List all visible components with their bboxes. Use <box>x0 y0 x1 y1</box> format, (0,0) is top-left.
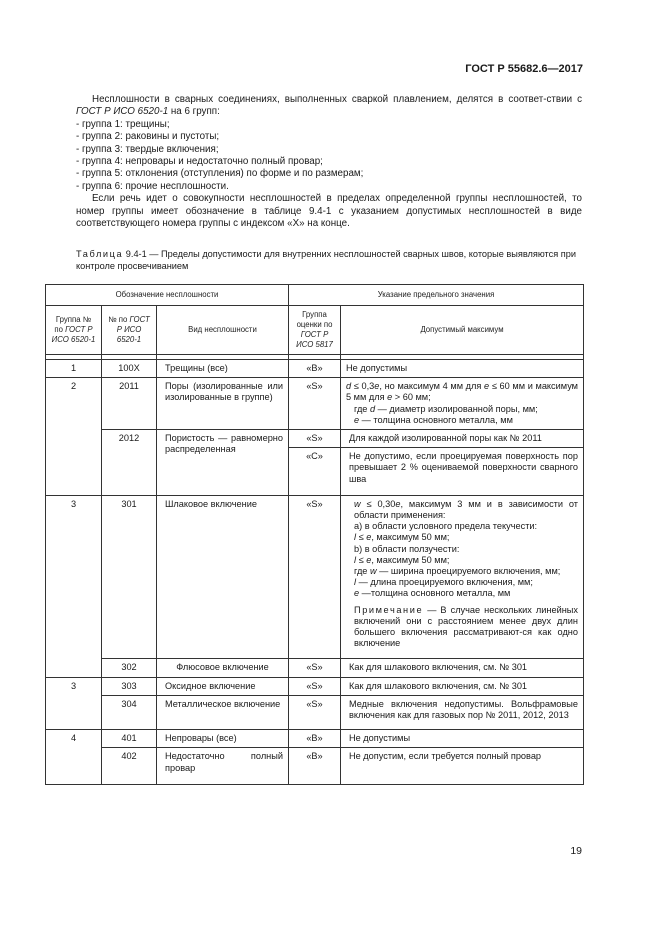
max-line <box>346 404 578 415</box>
intro-p1-suffix: на 6 групп: <box>168 106 220 118</box>
table-row <box>46 748 584 784</box>
cell-level: «C» <box>289 448 341 496</box>
cell-level: «B» <box>289 730 341 748</box>
header-standard: ГОСТ Р ИСО 5817 <box>296 330 333 349</box>
intro-paragraph-1 <box>76 94 582 119</box>
cell-level: «S» <box>289 677 341 695</box>
cell-code: 402 <box>102 748 157 784</box>
header-standard: ГОСТ Р ИСО 6520-1 <box>51 325 96 344</box>
cell-code: 100X <box>102 360 157 378</box>
caption-text: 9.4-1 — Пределы допустимости для внутренних несплошностей сварных швов, которые выявляются при контроле просвечиванием <box>76 249 577 271</box>
header-text: Группа оценки по <box>296 310 333 329</box>
cell-max <box>341 378 584 430</box>
var: d <box>346 381 352 392</box>
cell-group: 3 <box>46 495 102 677</box>
table-row <box>46 659 584 677</box>
document-code: ГОСТ Р 55682.6—2017 <box>465 63 583 75</box>
cell-level: «B» <box>289 360 341 378</box>
cell-max: Как для шлакового включения, см. № 301 <box>341 677 584 695</box>
limits-table <box>45 284 584 785</box>
cell-group: 1 <box>46 360 102 378</box>
cell-level: «S» <box>289 378 341 430</box>
txt: ≤ <box>356 554 367 565</box>
max-line <box>346 588 578 599</box>
intro-text <box>76 94 582 230</box>
txt: ≤ 60 мм и максимум 5 мм для <box>346 381 579 403</box>
cell-code: 2011 <box>102 378 157 430</box>
intro-p1-prefix: Несплошности в сварных соединениях, выполненных сваркой плавлением, делятся в соответ-ствии с <box>92 94 582 105</box>
cell-group: 4 <box>46 730 102 785</box>
cell-level: «S» <box>289 695 341 729</box>
max-line: a) в области условного предела текучести: <box>354 521 538 532</box>
table-row <box>46 730 584 748</box>
header-kind: Вид несплошности <box>157 306 289 355</box>
cell-kind: Флюсовое включение <box>157 659 289 677</box>
txt: , но максимум 4 мм для <box>379 381 485 392</box>
var: e <box>354 414 360 425</box>
caption-label: Таблица <box>76 249 124 259</box>
group-list-item: - группа 3: твердые включения; <box>76 143 219 155</box>
txt: —толщина основного металла, мм <box>359 588 511 599</box>
cell-code: 401 <box>102 730 157 748</box>
txt: где <box>354 566 370 577</box>
table-header-row <box>46 285 584 306</box>
txt: — диаметр изолированной поры, мм; <box>375 403 538 414</box>
table-header-row <box>46 306 584 355</box>
var: e <box>354 588 360 599</box>
table-row <box>46 430 584 448</box>
header-max: Допустимый максимум <box>341 306 584 355</box>
limits-table-wrapper <box>45 284 583 785</box>
max-line <box>346 566 578 577</box>
cell-kind: Металлическое включение <box>157 695 289 729</box>
cell-max: Не допустим, если требуется полный провар <box>341 748 584 784</box>
txt: ≤ <box>356 532 367 543</box>
cell-level: «S» <box>289 430 341 448</box>
table-row <box>46 378 584 430</box>
cell-max <box>341 495 584 659</box>
var: e <box>366 554 372 565</box>
var: w <box>369 566 377 577</box>
table-row <box>46 695 584 729</box>
cell-level: «S» <box>289 495 341 659</box>
intro-paragraph-2: Если речь идет о совокупности несплошностей в пределах определенной группы несплошностей, то номер группы имеет обозначение в таблице 9.4-1 с указанием допустимых несплошностей в виде соответствующего номера группы с индексом «X» на конце. <box>76 193 582 230</box>
max-line <box>346 415 578 426</box>
txt: , максимум 50 мм; <box>371 532 450 543</box>
group-list <box>76 119 582 193</box>
var: w <box>354 498 361 509</box>
header-code-number <box>102 306 157 355</box>
group-list-item: - группа 1: трещины; <box>76 118 170 130</box>
cell-kind: Оксидное включение <box>157 677 289 695</box>
group-list-item: - группа 6: прочие несплошности. <box>76 180 229 192</box>
var: e <box>395 498 401 509</box>
txt: — толщина основного металла, мм <box>359 414 513 425</box>
var: e <box>387 392 393 403</box>
txt: ≤ 0,30 <box>360 498 396 509</box>
table-row <box>46 677 584 695</box>
txt: где <box>354 403 370 414</box>
cell-level: «S» <box>289 659 341 677</box>
cell-max: Не допустимо, если проецируемая поверхность пор превышает 2 % оцениваемой поверхности сварного шва <box>341 448 584 496</box>
txt: > 60 мм; <box>392 392 431 403</box>
cell-max: Медные включения недопустимы. Вольфрамовые включения как для газовых пор № 2011, 2012, 2013 <box>341 695 584 729</box>
cell-max: Как для шлакового включения, см. № 301 <box>341 659 584 677</box>
max-line: b) в области ползучести: <box>354 543 460 554</box>
header-standard: ГОСТ Р ИСО 6520-1 <box>116 315 150 344</box>
max-line <box>346 555 578 566</box>
cell-code: 301 <box>102 495 157 659</box>
cell-level: «B» <box>289 748 341 784</box>
table-row <box>46 495 584 659</box>
cell-code: 303 <box>102 677 157 695</box>
cell-group: 3 <box>46 677 102 730</box>
cell-max: Для каждой изолированной поры как № 2011 <box>341 430 584 448</box>
table-note <box>346 605 578 656</box>
page-number: 19 <box>570 845 582 857</box>
txt: , максимум 3 мм и в зависимости от области применения: <box>354 498 579 521</box>
group-list-item: - группа 2: раковины и пустоты; <box>76 131 220 143</box>
var: e <box>366 532 372 543</box>
cell-code: 2012 <box>102 430 157 496</box>
cell-code: 304 <box>102 695 157 729</box>
txt: — ширина проецируемого включения, мм; <box>376 566 561 577</box>
header-quality-level <box>289 306 341 355</box>
group-list-item: - группа 4: непровары и недостаточно полный провар; <box>76 156 323 168</box>
header-text: Группа № по <box>54 315 92 334</box>
max-line <box>346 381 578 403</box>
cell-kind: Недостаточно полный провар <box>157 748 289 784</box>
cell-group: 2 <box>46 378 102 496</box>
cell-max: Не допустимы <box>341 360 584 378</box>
table-caption <box>76 249 582 272</box>
note-text: — В случае нескольких линейных включений они с расстоянием менее двух длин большего включения рассматривают-ся как одно включение <box>354 604 578 649</box>
var: l <box>354 554 357 565</box>
max-line <box>346 577 578 588</box>
txt: — длина проецируемого включения, мм; <box>356 577 533 588</box>
cell-kind: Поры (изолированные или изолированные в группе) <box>157 378 289 430</box>
max-line <box>346 499 578 521</box>
txt: ≤ 0,3 <box>351 381 375 392</box>
max-line <box>346 532 578 543</box>
var: e <box>374 381 380 392</box>
cell-max: Не допустимы <box>341 730 584 748</box>
header-limit: Указание предельного значения <box>289 285 584 306</box>
cell-code: 302 <box>102 659 157 677</box>
table-row <box>46 360 584 378</box>
group-list-item: - группа 5: отклонения (отступления) по форме и по размерам; <box>76 168 364 180</box>
standard-reference: ГОСТ Р ИСО 6520-1 <box>76 106 169 118</box>
header-text: № по <box>108 315 130 324</box>
note-label: Примечание <box>354 604 424 615</box>
header-group-number <box>46 306 102 355</box>
var: d <box>369 403 376 414</box>
cell-kind: Пористость — равномерно распределенная <box>157 430 289 496</box>
var: l <box>354 532 357 543</box>
txt: , максимум 50 мм; <box>371 554 450 565</box>
cell-kind: Трещины (все) <box>157 360 289 378</box>
cell-kind: Непровары (все) <box>157 730 289 748</box>
var: l <box>354 577 357 588</box>
cell-kind: Шлаковое включение <box>157 495 289 659</box>
header-designation: Обозначение несплошности <box>46 285 289 306</box>
var: e <box>484 381 490 392</box>
